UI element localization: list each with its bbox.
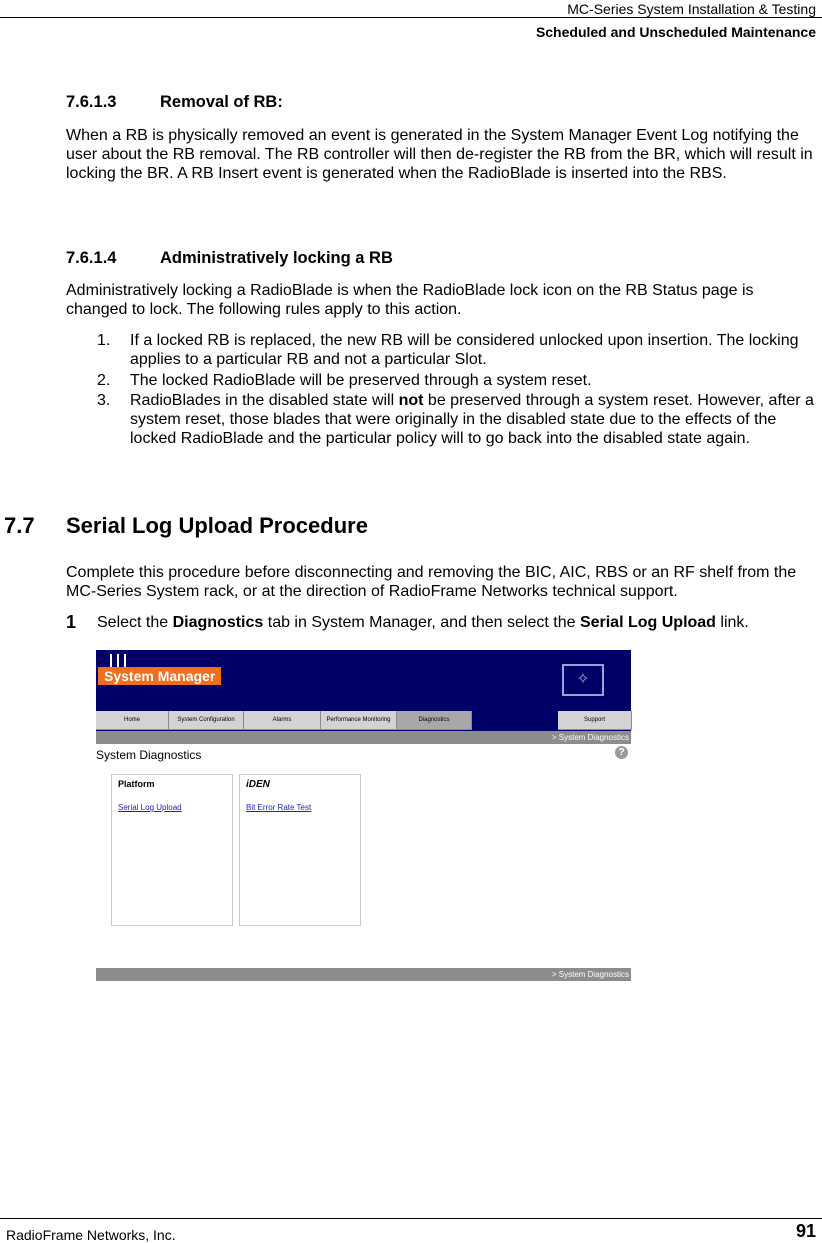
app-banner: [96, 650, 631, 711]
app-title-logo: System Manager: [98, 667, 221, 685]
section-number: 7.6.1.4: [66, 249, 117, 267]
tab-alarms[interactable]: Alarms: [244, 711, 321, 730]
section-7613-body: When a RB is physically removed an event is generated in the System Manager Event Log notifying the user about the RB removal. The RB controller will then de-register the RB from the BR, which will result in locking the BR. A RB Insert event is generated when the RadioBlade is inserted into the RBS.: [66, 127, 813, 182]
system-manager-screenshot: [96, 650, 631, 982]
tab-performance-monitoring[interactable]: Performance Monitoring: [321, 711, 397, 730]
serial-log-upload-link[interactable]: Serial Log Upload: [118, 803, 182, 812]
tab-system-configuration[interactable]: System Configuration: [169, 711, 244, 730]
list-item-text: [130, 391, 820, 448]
bit-error-rate-test-link[interactable]: Bit Error Rate Test: [246, 803, 312, 812]
list-item-number: 2.: [97, 372, 111, 389]
section-title: Administratively locking a RB: [160, 249, 393, 267]
tab-diagnostics[interactable]: Diagnostics: [397, 711, 472, 730]
list-item-text: The locked RadioBlade will be preserved through a system reset.: [130, 372, 592, 389]
step-text-part: tab in System Manager, and then select the: [263, 614, 580, 631]
section-7614-heading: [66, 249, 393, 268]
step-text: [97, 614, 749, 632]
page-number: 91: [795, 1221, 816, 1241]
step-text-part: link.: [715, 614, 749, 631]
document-header-subtitle: Scheduled and Unscheduled Maintenance: [535, 24, 816, 40]
list-item-emphasis: not: [398, 392, 424, 409]
page-title: System Diagnostics: [96, 748, 202, 762]
radioframe-logo-icon: ✧: [562, 664, 604, 696]
nav-tabs: [96, 711, 631, 731]
list-item-text-part: RadioBlades in the disabled state will: [130, 392, 399, 409]
footer-rule: [0, 1218, 822, 1219]
step-text-part: Select the: [97, 614, 173, 631]
breadcrumb-text: > System Diagnostics: [551, 970, 629, 979]
header-rule: [0, 17, 822, 18]
step-emphasis-diagnostics: Diagnostics: [172, 614, 264, 631]
iden-panel: [239, 774, 361, 926]
step-number: 1: [66, 612, 77, 632]
list-item-number: 1.: [97, 332, 111, 349]
section-title: Removal of RB:: [160, 93, 283, 111]
document-header-title: MC-Series System Installation & Testing: [567, 1, 816, 17]
section-7614-body: Administratively locking a RadioBlade is when the RadioBlade lock icon on the RB Status page is changed to lock. The following rules apply to this action.: [66, 282, 754, 318]
platform-panel: [111, 774, 233, 926]
section-77-heading: [4, 513, 368, 539]
section-7613-heading: [66, 93, 283, 112]
panel-title: Platform: [118, 779, 155, 789]
panel-title: iDEN: [246, 779, 270, 790]
footer-breadcrumb: [96, 968, 631, 981]
breadcrumb-text: > System Diagnostics: [551, 733, 629, 742]
section-77-body: Complete this procedure before disconnecting and removing the BIC, AIC, RBS or an RF shelf from the MC-Series System rack, or at the direction of RadioFrame Networks technical support.: [66, 564, 797, 600]
section-number: 7.6.1.3: [66, 93, 117, 111]
section-title: Serial Log Upload Procedure: [66, 513, 368, 538]
help-icon[interactable]: ?: [615, 746, 628, 759]
tab-home[interactable]: Home: [96, 711, 169, 730]
section-number: 7.7: [4, 513, 35, 538]
list-item-text-part: be preserved through a system reset. However, after a system reset, those blades that were originally in the disabled state due to the effects of the locked RadioBlade and the particular policy will to go back into the disabled state again.: [130, 392, 814, 447]
list-item-text: If a locked RB is replaced, the new RB will be considered unlocked upon insertion. The locking applies to a particular RB and not a particular Slot.: [130, 332, 799, 368]
footer-company: RadioFrame Networks, Inc.: [6, 1227, 176, 1243]
breadcrumb: [96, 731, 631, 744]
tab-support[interactable]: Support: [558, 711, 632, 730]
step-emphasis-serial-log-upload: Serial Log Upload: [579, 614, 716, 631]
list-item-number: 3.: [97, 392, 111, 409]
